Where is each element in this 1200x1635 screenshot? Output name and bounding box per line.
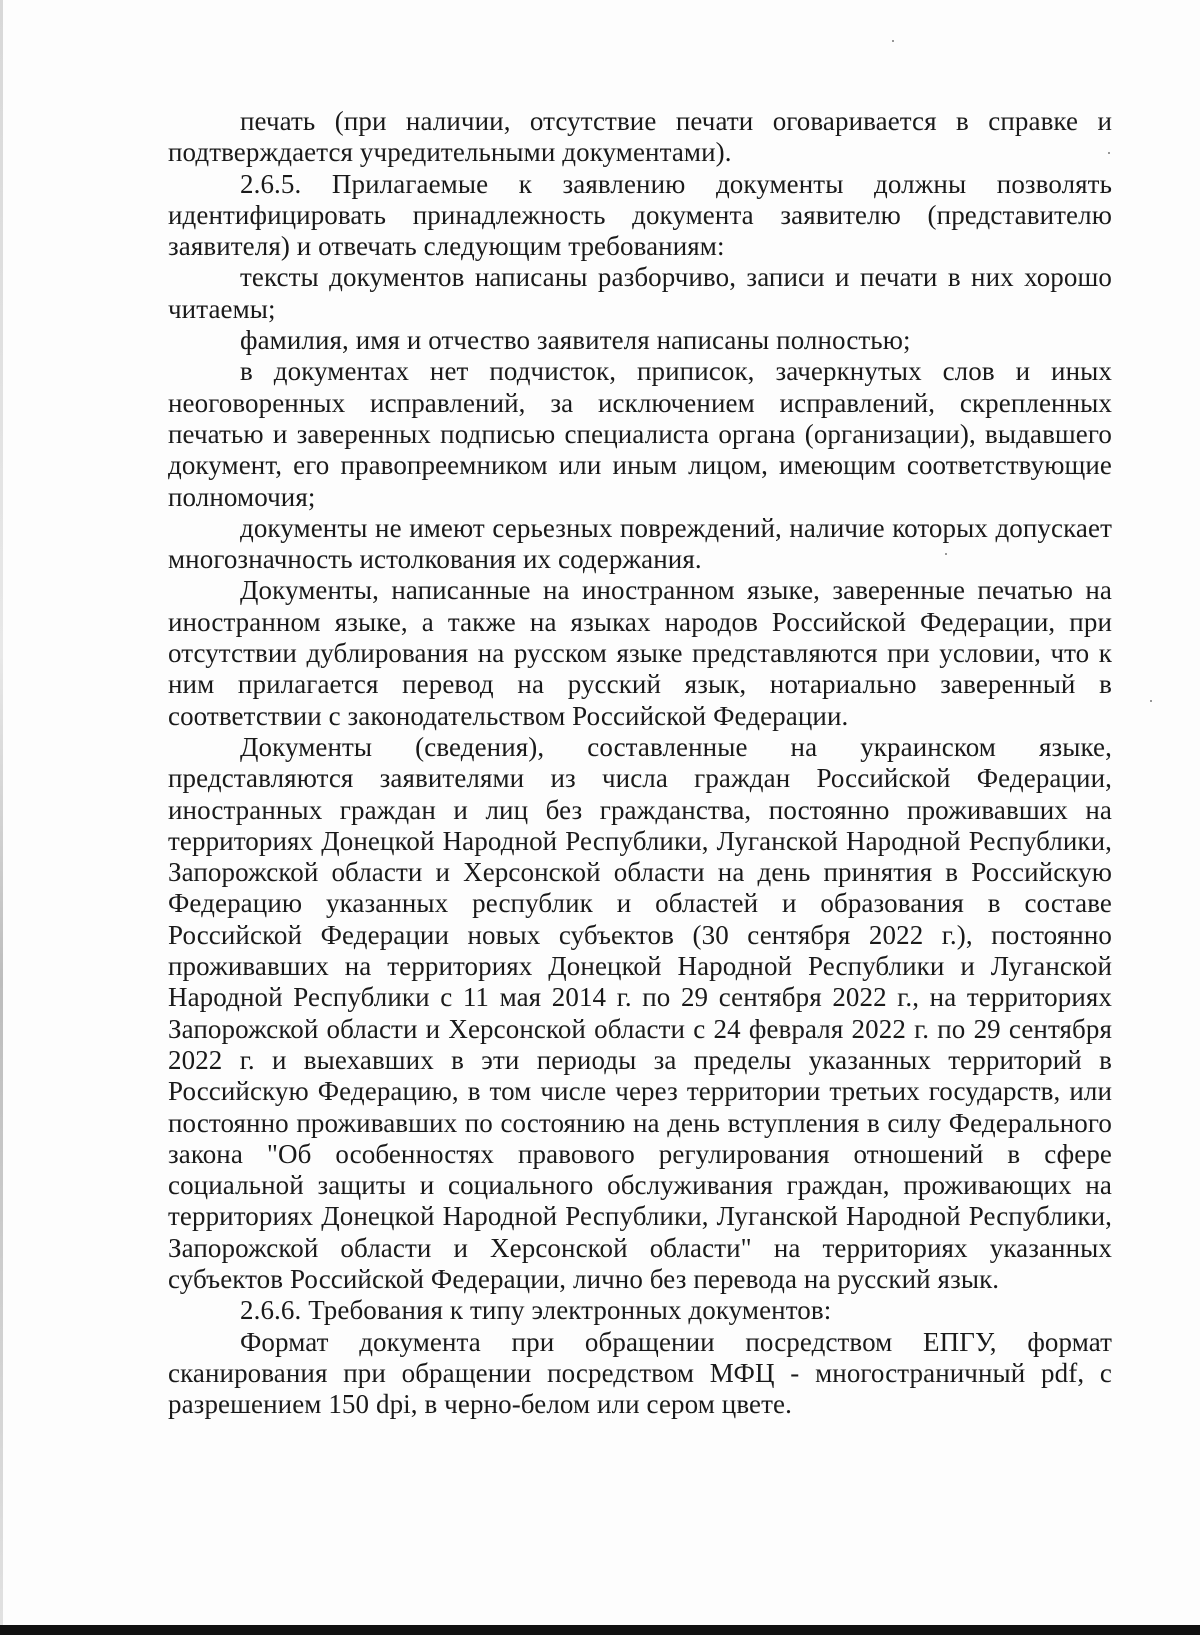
- scan-speck: [892, 40, 894, 42]
- paragraph-legible-texts: тексты документов написаны разборчиво, записи и печати в них хорошо читаемы;: [168, 262, 1112, 324]
- paragraph-full-name: фамилия, имя и отчество заявителя написаны полностью;: [240, 325, 911, 356]
- paragraph-seal-note: печать (при наличии, отсутствие печати оговаривается в справке и подтверждается учредительными документами).: [168, 106, 1112, 168]
- scan-speck: [1150, 700, 1152, 702]
- paragraph-2-6-6: 2.6.6. Требования к типу электронных документов:: [240, 1295, 832, 1326]
- paragraph-no-corrections: в документах нет подчисток, приписок, зачеркнутых слов и иных неоговоренных исправлений, за исключением исправлений, скрепленных печатью и заверенных подписью специалиста органа (организации), выдавшего документ, его правопреемником или иным лицом, имеющим соответствующие полномочия;: [168, 356, 1112, 512]
- scan-bottom-edge: [0, 1625, 1200, 1635]
- paragraph-foreign-language: Документы, написанные на иностранном языке, заверенные печатью на иностранном языке, а также на языках народов Российской Федерации, при отсутствии дублирования на русском языке представляются при условии, что к ним прилагается перевод на русский язык, нотариально заверенный в соответствии с законодательством Российской Федерации.: [168, 575, 1112, 731]
- scan-speck: [945, 553, 947, 555]
- paragraph-2-6-5: 2.6.5. Прилагаемые к заявлению документы должны позволять идентифицировать принадлежность документа заявителю (представителю заявителя) и отвечать следующим требованиям:: [168, 168, 1112, 262]
- paragraph-ukrainian-language: Документы (сведения), составленные на украинском языке, представляются заявителями из числа граждан Российской Федерации, иностранных граждан и лиц без гражданства, постоянно проживавших на территориях Донецкой Народной Республики, Луганской Народной Республики, Запорожской области и Херсонской области на день принятия в Российскую Федерацию указанных республик и областей и образования в составе Российской Федерации новых субъектов (30 сентября 2022 г.), постоянно проживавших на территориях Донецкой Народной Республики и Луганской Народной Республики с 11 мая 2014 г. по 29 сентября 2022 г., на территориях Запорожской области и Херсонской области с 24 февраля 2022 г. по 29 сентября 2022 г. и выехавших в эти периоды за пределы указанных территорий в Российскую Федерацию, в том числе через территории третьих государств, или постоянно проживавших по состоянию на день вступления в силу Федерального закона "Об особенностях правового регулирования отношений в сфере социальной защиты и социального обслуживания граждан, проживающих на территориях Донецкой Народной Республики, Луганской Народной Республики, Запорожской области и Херсонской области" на территориях указанных субъектов Российской Федерации, лично без перевода на русский язык.: [168, 731, 1112, 1294]
- scan-speck: [1108, 152, 1110, 154]
- scan-left-edge: [0, 0, 3, 1635]
- document-body: [168, 106, 1112, 1420]
- paragraph-file-format: Формат документа при обращении посредством ЕПГУ, формат сканирования при обращении посредством МФЦ - многостраничный pdf, с разрешением 150 dpi, в черно-белом или сером цвете.: [168, 1326, 1112, 1420]
- paragraph-no-damage: документы не имеют серьезных повреждений, наличие которых допускает многозначность истолкования их содержания.: [168, 512, 1112, 575]
